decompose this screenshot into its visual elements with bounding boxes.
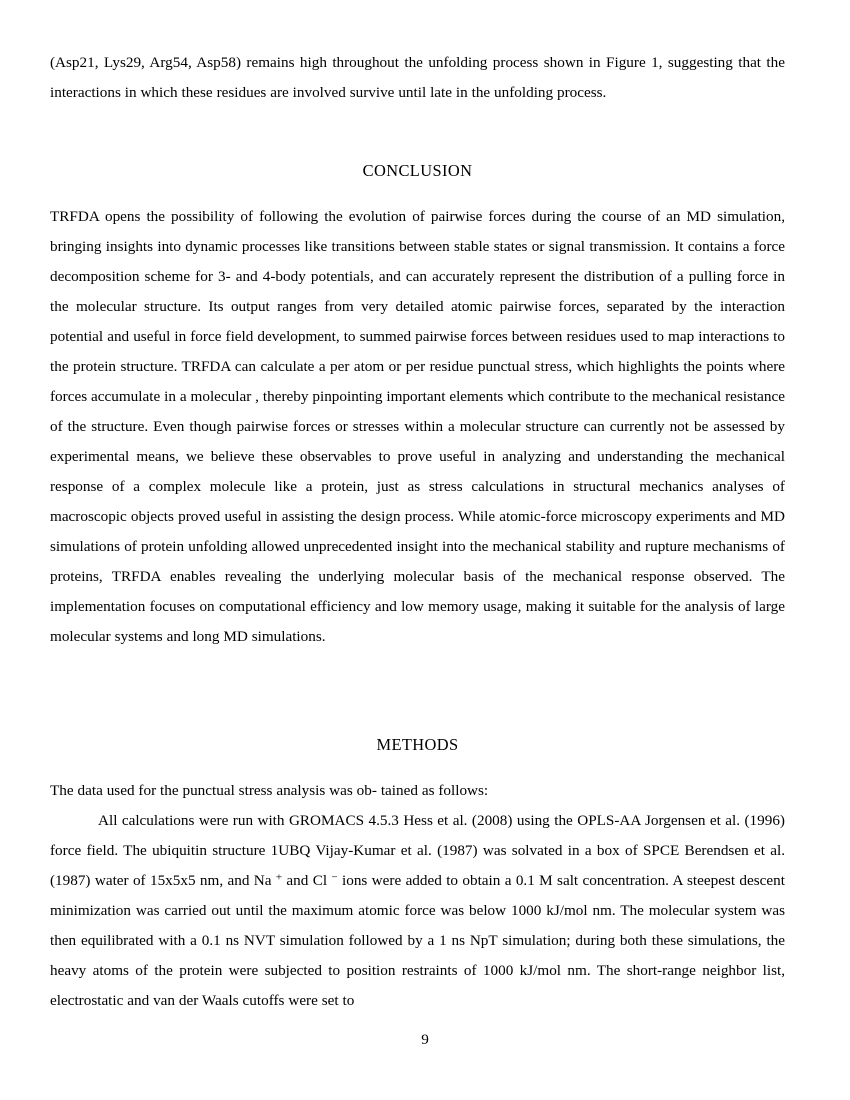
spacer-before-methods-extra xyxy=(50,700,785,730)
methods-heading: METHODS xyxy=(376,735,459,754)
spacer-after-conclusion-heading xyxy=(50,186,785,202)
page-number: 9 xyxy=(421,1031,429,1048)
methods-main-paragraph-part3: ions were added to obtain a 0.1 M salt concentration. A steepest descent minimization was carried out until the maximum atomic force was below 1000 kJ/mol nm. The molecular system was then equilibrated with a 0.1 ns NVT simulation followed by a 1 ns NpT simulation; during both these simulations, the heavy atoms of the protein were subjected to position restraints of 1000 kJ/mol nm. The short-range neighbor list, electrostatic and van der Waals cutoffs were set to xyxy=(50,872,785,1009)
methods-main-paragraph xyxy=(50,806,785,1016)
text-column xyxy=(50,0,785,1016)
methods-intro-paragraph: The data used for the punctual stress analysis was ob- tained as follows: xyxy=(50,782,489,799)
continued-paragraph: (Asp21, Lys29, Arg54, Asp58) remains high throughout the unfolding process shown in Figure 1, suggesting that the interactions in which these residues are involved survive until late in the unfolding process. xyxy=(50,54,785,101)
spacer-before-conclusion xyxy=(50,108,785,156)
conclusion-paragraph: TRFDA opens the possibility of following the evolution of pairwise forces during the course of an MD simulation, bringing insights into dynamic processes like transitions between stable states or signal transmission. It contains a force decomposition scheme for 3- and 4-body potentials, and can accurately represent the distribution of a pulling force in the molecular structure. Its output ranges from very detailed atomic pairwise forces, separated by the interaction potential and useful in force field development, to summed pairwise forces between residues used to map interactions to the protein structure. TRFDA can calculate a per atom or per residue punctual stress, which highlights the points where forces accumulate in a molecular , thereby pinpointing important elements which contribute to the mechanical resistance of the structure. Even though pairwise forces or stresses within a molecular structure can currently not be assessed by experimental means, we believe these observables to prove useful in analyzing and understanding the mechanical response of a complex molecule like a protein, just as stress calculations in structural mechanics analyses of macroscopic objects proved useful in assisting the design process. While atomic-force microscopy experiments and MD simulations of protein unfolding allowed unprecedented insight into the mechanical stability and rupture mechanisms of proteins, TRFDA enables revealing the underlying molecular basis of the mechanical response observed. The implementation focuses on computational efficiency and low memory usage, making it suitable for the analysis of large molecular systems and long MD simulations. xyxy=(50,208,785,645)
methods-main-paragraph-part2: and Cl xyxy=(286,872,328,889)
sodium-ion-charge: + xyxy=(275,871,283,884)
spacer-before-methods xyxy=(50,652,785,700)
methods-main-paragraph-part1: All calculations were run with GROMACS 4.5.3 Hess et al. (2008) using the OPLS-AA Jorgensen et al. (1996) force field. The ubiquitin structure 1UBQ Vijay-Kumar et al. (1987) was solvated in a box of SPCE Berendsen et al. (1987) water of 15x5x5 nm, and Na xyxy=(50,812,785,889)
spacer-after-methods-heading xyxy=(50,760,785,776)
top-margin-spacer xyxy=(50,0,785,48)
conclusion-heading: CONCLUSION xyxy=(362,161,473,180)
chloride-ion-charge: − xyxy=(331,871,338,884)
